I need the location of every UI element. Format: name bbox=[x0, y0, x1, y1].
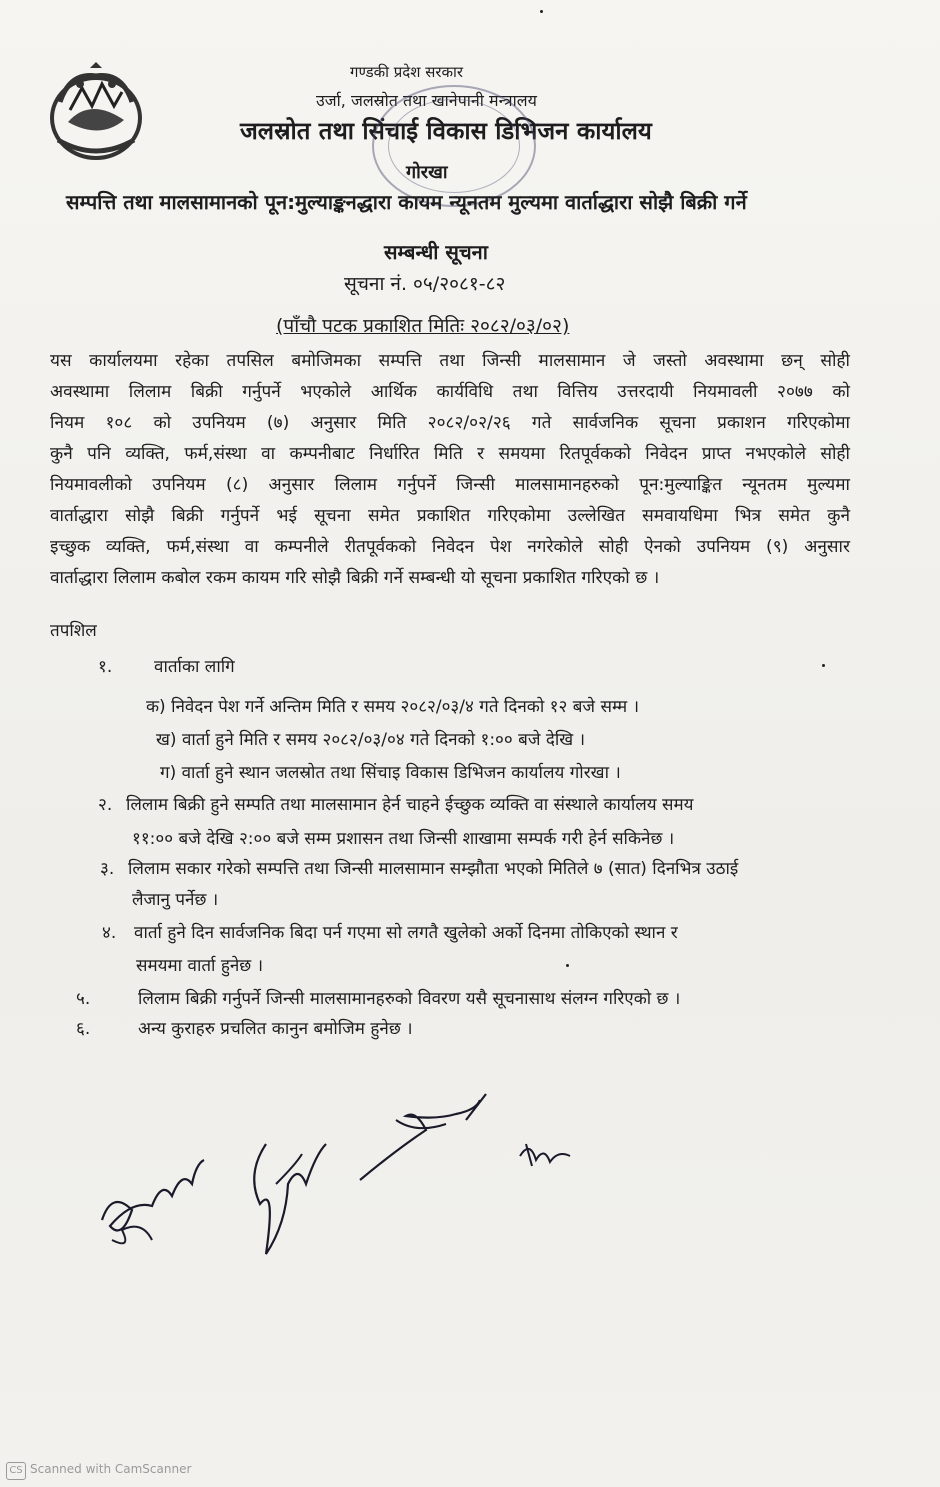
scan-speck bbox=[822, 664, 825, 667]
scanner-watermark bbox=[6, 1462, 191, 1480]
body-paragraph bbox=[50, 346, 850, 594]
item-subpoint: ख) वार्ता हुने मिति र समय २०८२/०३/०४ गते दिनको १:०० बजे देखि । bbox=[156, 730, 586, 750]
item-text: लैजानु पर्नेछ । bbox=[132, 890, 219, 910]
item-number: ५. bbox=[76, 989, 91, 1009]
item-subpoint: ग) वार्ता हुने स्थान जलस्रोत तथा सिंचाइ विकास डिभिजन कार्यालय गोरखा । bbox=[160, 763, 621, 783]
signature-3 bbox=[356, 1090, 506, 1190]
body-line: अवस्थामा लिलाम बिक्री गर्नुपर्ने भएकोले आर्थिक कार्यविधि तथा वित्तिय उत्तरदायी नियमावली २०७७ को bbox=[50, 382, 850, 402]
item-text: समयमा वार्ता हुनेछ । bbox=[136, 956, 264, 976]
item-number: ३. bbox=[100, 859, 115, 879]
header-ministry: उर्जा, जलस्रोत तथा खानेपानी मन्त्रालय bbox=[316, 91, 537, 110]
header-office: जलस्रोत तथा सिंचाई विकास डिभिजन कार्यालय bbox=[240, 117, 652, 145]
details-label: तपशिल bbox=[50, 621, 97, 641]
item-subpoint: क) निवेदन पेश गर्ने अन्तिम मिति र समय २०८२/०३/४ गते दिनको १२ बजे सम्म । bbox=[146, 697, 640, 717]
item-number: १. bbox=[98, 657, 113, 677]
signature-2 bbox=[236, 1124, 336, 1264]
header-district: गोरखा bbox=[406, 162, 448, 183]
item-heading: वार्ताका लागि bbox=[154, 657, 235, 677]
watermark-text: Scanned with CamScanner bbox=[30, 1462, 192, 1476]
body-line: इच्छुक व्यक्ति, फर्म,संस्था वा कम्पनीले रीतपूर्वकको निवेदन पेश नगरेकोले सोही ऐनको उपनियम (९) अनुसार bbox=[50, 537, 850, 557]
publish-date: (पाँचौ पटक प्रकाशित मितिः २०८२/०३/०२) bbox=[276, 315, 570, 337]
item-text: ११:०० बजे देखि २:०० बजे सम्म प्रशासन तथा जिन्सी शाखामा सम्पर्क गरी हेर्न सकिनेछ । bbox=[132, 829, 675, 849]
header-government: गण्डकी प्रदेश सरकार bbox=[350, 63, 464, 81]
body-line: नियम १०८ को उपनियम (७) अनुसार मिति २०८२/०२/२६ गते सार्वजनिक सूचना प्रकाशन गरिएकोमा bbox=[50, 413, 850, 433]
scan-speck bbox=[566, 964, 569, 967]
body-line: नियमावलीको उपनियम (८) अनुसार लिलाम गर्नुपर्ने जिन्सी मालसामानहरुको पून:मुल्याङ्कित न्यूनतम मुल्यमा bbox=[50, 475, 850, 495]
camscanner-logo-icon: CS bbox=[6, 1462, 26, 1480]
item-text: लिलाम सकार गरेको सम्पत्ति तथा जिन्सी मालसामान सम्झौता भएको मितिले ७ (सात) दिनभित्र उठाई bbox=[128, 859, 739, 879]
item-number: ६. bbox=[76, 1019, 91, 1039]
signature-4 bbox=[516, 1136, 576, 1176]
notice-title: सम्पत्ति तथा मालसामानको पून:मुल्याङ्कनद्धारा कायम न्यूनतम मुल्यमा वार्ताद्धारा सोझै बिक्री गर्ने bbox=[66, 190, 747, 214]
body-line: वार्ताद्धारा लिलाम कबोल रकम कायम गरि सोझै बिक्री गर्ने सम्बन्धी यो सूचना प्रकाशित गरिएको छ । bbox=[50, 568, 660, 588]
item-text: अन्य कुराहरु प्रचलित कानुन बमोजिम हुनेछ । bbox=[138, 1019, 413, 1039]
nepal-emblem-icon bbox=[40, 62, 152, 166]
body-line: यस कार्यालयमा रहेका तपसिल बमोजिमका सम्पत्ति तथा जिन्सी मालसामान जे जस्तो अवस्थामा छन् सोही bbox=[50, 351, 850, 371]
body-line: वार्ताद्धारा सोझै बिक्री गर्नुपर्ने भई सूचना समेत प्रकाशित गरिएकोमा उल्लेखित समवायधिमा भित्र समेत कुनै bbox=[50, 506, 850, 526]
item-text: लिलाम बिक्री हुने सम्पति तथा मालसामान हेर्न चाहने ईच्छुक व्यक्ति वा संस्थाले कार्यालय समय bbox=[126, 795, 694, 815]
item-number: २. bbox=[98, 795, 113, 815]
notice-number: सूचना नं. ०५/२०८१-८२ bbox=[344, 273, 506, 295]
body-line: कुनै पनि व्यक्ति, फर्म,संस्था वा कम्पनीबाट निर्धारित मिति र समयमा रितपूर्वकको निवेदन प्राप्त नभएकोले सोही bbox=[50, 444, 850, 464]
signature-1 bbox=[92, 1140, 212, 1260]
item-text: वार्ता हुने दिन सार्वजनिक बिदा पर्न गएमा सो लगतै खुलेको अर्को दिनमा तोकिएको स्थान र bbox=[134, 923, 678, 943]
item-number: ४. bbox=[102, 923, 117, 943]
notice-subtitle: सम्बन्धी सूचना bbox=[384, 240, 488, 264]
item-text: लिलाम बिक्री गर्नुपर्ने जिन्सी मालसामानहरुको विवरण यसै सूचनासाथ संलग्न गरिएको छ । bbox=[138, 989, 681, 1009]
scan-speck bbox=[540, 10, 543, 13]
